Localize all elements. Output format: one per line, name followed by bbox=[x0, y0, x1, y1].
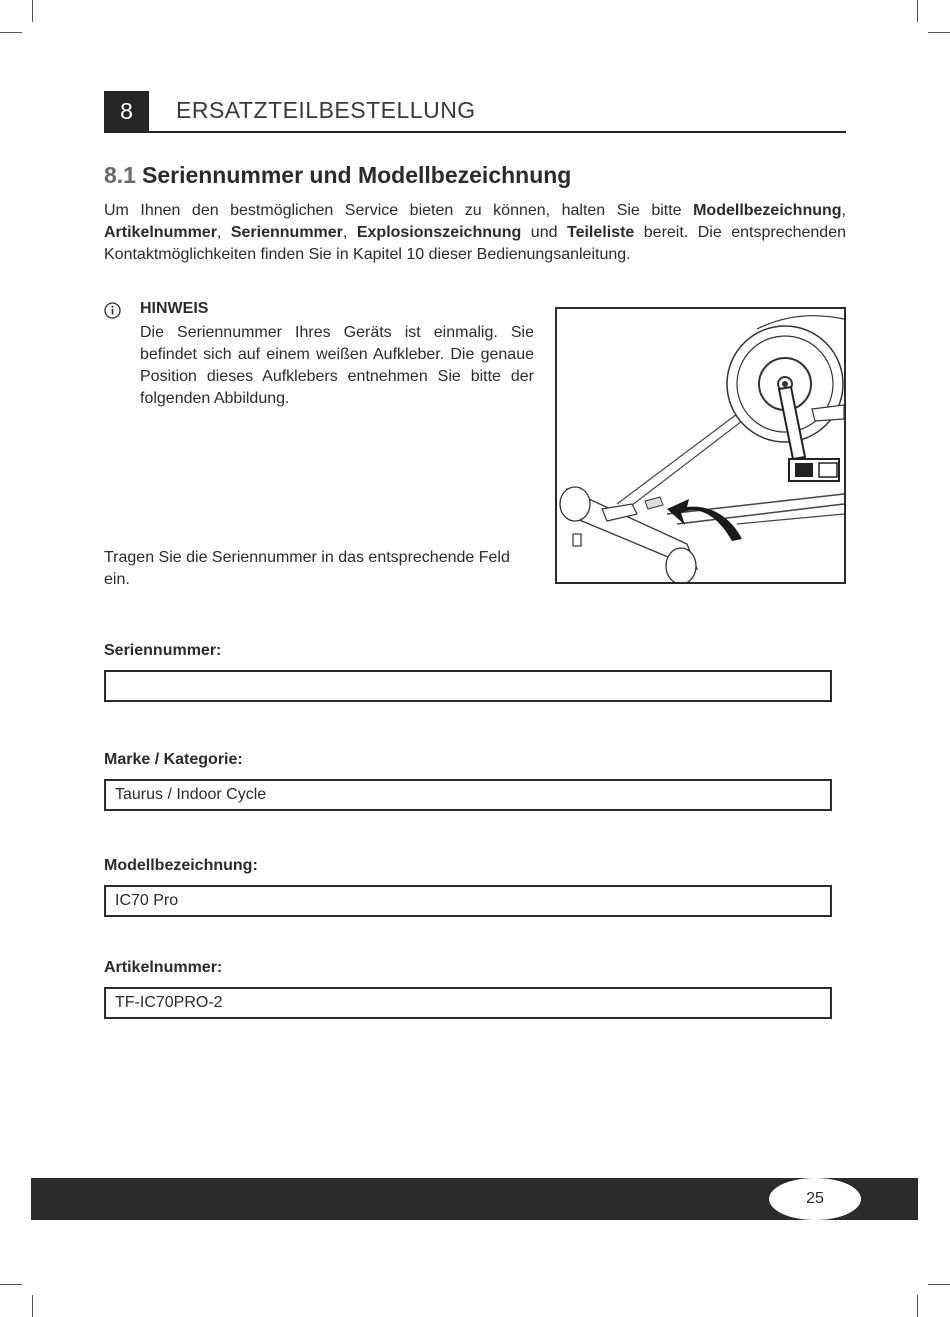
article-number-label: Artikelnummer: bbox=[104, 959, 223, 976]
chapter-number: 8 bbox=[104, 91, 149, 132]
intro-text: , bbox=[342, 224, 357, 241]
model-label: Modellbezeichnung: bbox=[104, 857, 258, 874]
crop-mark bbox=[917, 0, 918, 22]
crop-mark bbox=[32, 1295, 33, 1317]
intro-bold-article: Artikelnummer bbox=[104, 224, 217, 241]
brand-category-field[interactable]: Taurus / Indoor Cycle bbox=[104, 779, 832, 811]
intro-text: Um Ihnen den bestmöglichen Service bieten zu können, halten Sie bitte bbox=[104, 202, 694, 219]
chapter-rule bbox=[104, 131, 846, 133]
intro-bold-serial: Seriennummer bbox=[230, 224, 343, 241]
intro-text: , bbox=[841, 202, 846, 219]
intro-text: , bbox=[216, 224, 231, 241]
enter-serial-instruction: Tragen Sie die Seriennummer in das entsprechende Feld ein. bbox=[104, 549, 510, 588]
intro-text: und bbox=[521, 224, 567, 241]
model-field[interactable]: IC70 Pro bbox=[104, 885, 832, 917]
intro-text: bereit. Die entsprechenden Kontaktmöglichkeiten finden Sie in Kapitel 10 dieser Bedienungsanleitung. bbox=[104, 224, 847, 263]
serial-number-label: Seriennummer: bbox=[104, 642, 222, 659]
intro-bold-explosion: Explosionszeichnung bbox=[356, 224, 522, 241]
page-number: 25 bbox=[769, 1178, 861, 1220]
intro-bold-parts: Teileliste bbox=[567, 224, 635, 241]
brand-category-label: Marke / Kategorie: bbox=[104, 751, 243, 768]
article-number-field[interactable]: TF-IC70PRO-2 bbox=[104, 987, 832, 1019]
crop-mark bbox=[0, 32, 22, 33]
section-number: 8.1 bbox=[104, 162, 136, 188]
crop-mark bbox=[928, 1284, 950, 1285]
section-heading bbox=[104, 162, 571, 189]
crop-mark bbox=[928, 32, 950, 33]
intro-paragraph bbox=[104, 200, 846, 266]
serial-number-field[interactable] bbox=[104, 670, 832, 702]
note-title: HINWEIS bbox=[140, 300, 209, 317]
bike-figure bbox=[555, 307, 846, 584]
info-icon bbox=[104, 302, 121, 319]
crop-mark bbox=[32, 0, 33, 22]
crop-mark bbox=[917, 1295, 918, 1317]
chapter-title: ERSATZTEILBESTELLUNG bbox=[176, 97, 476, 123]
note-text: Die Seriennummer Ihres Geräts ist einmalig. Sie befindet sich auf einem weißen Aufkleber. Die genaue Position dieses Aufklebers entnehmen Sie bitte der folgenden Abbildung. bbox=[140, 324, 534, 407]
intro-bold-model: Modellbezeichnung bbox=[693, 202, 842, 219]
section-title: Seriennummer und Modellbezeichnung bbox=[141, 162, 572, 188]
crop-mark bbox=[0, 1284, 22, 1285]
bike-illustration bbox=[557, 309, 844, 582]
